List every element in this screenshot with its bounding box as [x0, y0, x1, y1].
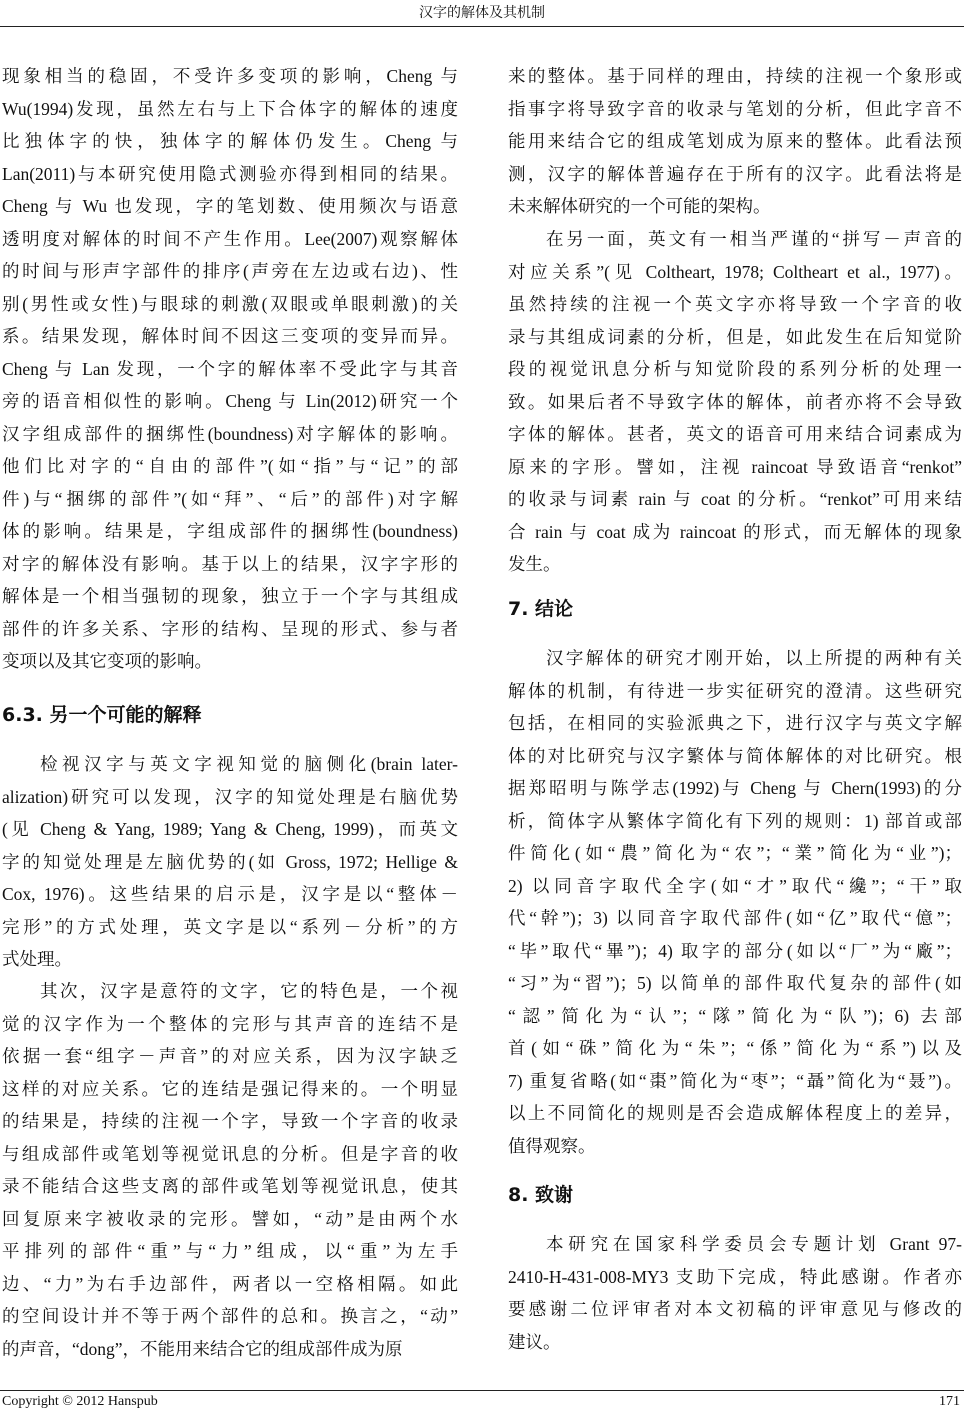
page-number: 171 [939, 1394, 960, 1409]
text-line: 的空间设计并不等于两个部件的总和。换言之，“动” [2, 1306, 458, 1326]
text-line: 现象相当的稳固，不受许多变项的影响，Cheng 与 [2, 66, 458, 86]
text-line: 值得观察。 [508, 1135, 596, 1156]
paragraph [2, 60, 458, 678]
footer-rule [0, 1390, 964, 1391]
text-line: 以上不同简化的规则是否会造成解体程度上的差异， [508, 1103, 962, 1123]
text-line: 觉的汉字作为一个整体的完形与其声音的连结不是 [2, 1013, 458, 1034]
text-line: 录与其组成词素的分析，但是，如此发生在后知觉阶 [508, 326, 962, 347]
text-line: 本研究在国家科学委员会专题计划 Grant 97- [546, 1234, 962, 1254]
text-line: 7) 重复省略(如“棗”简化为“枣”；“聶”简化为“聂”)。 [508, 1070, 962, 1091]
text-line: 其次，汉字是意符的文字，它的特色是，一个视 [40, 981, 458, 1001]
text-line: 在另一面，英文有一相当严谨的“拼写－声音的 [546, 229, 962, 249]
header-rule [0, 26, 964, 27]
text-line: 对应关系”(见 Coltheart, 1978; Coltheart et al., 1977)。 [508, 261, 962, 282]
text-line: 系。结果发现，解体时间不因这三变项的变异而异。 [2, 326, 458, 346]
text-line: 变项以及其它变项的影响。 [2, 651, 212, 671]
text-line: 边、“力”为右手边部件，两者以一空格相隔。如此 [2, 1273, 458, 1294]
text-line: alization)研究可以发现，汉字的知觉处理是右脑优势 [2, 786, 458, 807]
text-line: 回复原来字被收录的完形。譬如，“动”是由两个水 [2, 1208, 458, 1229]
text-line: 合 rain 与 coat 成为 raincoat 的形式，而无解体的现象 [508, 521, 962, 542]
text-line: 包括，在相同的实验派典之下，进行汉字与英文字解 [508, 713, 962, 733]
copyright: Copyright © 2012 Hanspub [2, 1394, 158, 1409]
text-line: 平排列的部件“重”与“力”组成，以“重”为左手 [2, 1241, 458, 1261]
text-line: 测，汉字的解体普遍存在于所有的汉字。此看法将是 [508, 163, 962, 184]
text-line: Cheng 与 Lan 发现，一个字的解体率不受此字与其音 [2, 358, 458, 379]
text-line: Wu(1994)发现，虽然左右与上下合体字的解体的速度 [2, 98, 458, 119]
text-line: 解体的机制，有待进一步实征研究的澄清。这些研究 [508, 680, 962, 701]
text-line: 与组成部件或笔划等视觉讯息的分析。但是字音的收 [2, 1143, 458, 1164]
text-line: 部件的许多关系、字形的结构、呈现的形式、参与者 [2, 618, 458, 639]
text-line: 发生。 [508, 554, 561, 574]
text-line: 对字的解体没有影响。基于以上的结果，汉字字形的 [2, 553, 458, 574]
paragraph [508, 223, 962, 581]
paragraph [2, 748, 458, 976]
text-line: 别(男性或女性)与眼球的刺激(双眼或单眼刺激)的关 [2, 293, 458, 314]
text-line: 的收录与词素 rain 与 coat 的分析。“renkot”可用来结 [508, 489, 962, 509]
text-line: 指事字将导致字音的收录与笔划的分析，但此字音不 [508, 98, 962, 119]
text-line: 来的整体。基于同样的理由，持续的注视一个象形或 [508, 66, 962, 86]
text-line: 录不能结合这些支离的部件或笔划等视觉讯息，使其 [2, 1176, 458, 1196]
text-line: 汉字解体的研究才刚开始，以上所提的两种有关 [546, 648, 962, 668]
text-line: 要感谢二位评审者对本文初稿的评审意见与修改的 [508, 1299, 962, 1319]
text-line: 透明度对解体的时间不产生作用。Lee(2007)观察解体 [2, 228, 458, 249]
paragraph [508, 642, 962, 1162]
text-line: 检视汉字与英文字视知觉的脑侧化(brain later- [40, 754, 458, 774]
text-line: 件简化(如“農”简化为“农”；“業”简化为“业”)； [508, 843, 962, 863]
text-line: “認”简化为“认”；“隊”简化为“队”)；6) 去部 [508, 1005, 962, 1026]
paragraph [508, 1228, 962, 1358]
text-line: 这样的对应关系。它的连结是强记得来的。一个明显 [2, 1078, 458, 1099]
text-line: 体的对比研究与汉字繁体与简体解体的对比研究。根 [508, 745, 962, 766]
text-line: “习”为“習”)；5) 以简单的部件取代复杂的部件(如 [508, 973, 962, 993]
text-line: 依据一套“组字－声音”的对应关系，因为汉字缺乏 [2, 1046, 458, 1066]
text-line: Cox, 1976)。这些结果的启示是，汉字是以“整体－ [2, 884, 458, 904]
text-line: 字体的解体。甚者，英文的语音可用来结合词素成为 [508, 424, 962, 444]
text-line: 完形”的方式处理，英文字是以“系列－分析”的方 [2, 916, 458, 937]
paragraph [508, 60, 962, 223]
text-line: 2) 以同音字取代全字(如“才”取代“纔”；“干”取 [508, 875, 962, 896]
text-line: Lan(2011)与本研究使用隐式测验亦得到相同的结果。 [2, 163, 458, 184]
text-line: 首(如“硃”简化为“朱”；“係”简化为“系”)以及 [508, 1038, 962, 1058]
paragraph [2, 975, 458, 1365]
text-line: 比独体字的快，独体字的解体仍发生。Cheng 与 [2, 131, 458, 151]
text-line: 汉字组成部件的捆绑性(boundness)对字解体的影响。 [2, 423, 458, 444]
text-line: 件)与“捆绑的部件”(如“拜”、“后”的部件)对字解 [2, 488, 458, 509]
text-line: 解体是一个相当强韧的现象，独立于一个字与其组成 [2, 586, 458, 606]
text-line: 体的影响。结果是，字组成部件的捆绑性(boundness) [2, 521, 458, 541]
text-line: Cheng 与 Wu 也发现，字的笔划数、使用频次与语意 [2, 196, 458, 216]
text-line: 原来的字形。譬如，注视 raincoat 导致语音“renkot” [508, 456, 962, 477]
text-line: 能用来结合它的组成笔划成为原来的整体。此看法预 [508, 131, 962, 151]
text-line: 的时间与形声字部件的排序(声旁在左边或右边)、性 [2, 261, 458, 281]
text-line: 析，简体字从繁体字简化有下列的规则：1) 部首或部 [508, 810, 962, 831]
text-line: 的声音，“dong”，不能用来结合它的组成部件成为原 [2, 1338, 403, 1359]
running-header: 汉字的解体及其机制 [419, 6, 545, 21]
text-line: 2410-H-431-008-MY3 支助下完成，特此感谢。作者亦 [508, 1266, 962, 1287]
text-line: 建议。 [508, 1331, 561, 1352]
section-heading-8: 8. 致谢 [508, 1184, 574, 1206]
text-line: 致。如果后者不导致字体的解体，前者亦将不会导致 [508, 391, 962, 412]
text-line: 未来解体研究的一个可能的架构。 [508, 196, 771, 216]
text-line: 据郑昭明与陈学志(1992)与 Cheng 与 Chern(1993)的分 [508, 778, 962, 798]
text-line: 式处理。 [2, 949, 72, 969]
text-line: 段的视觉讯息分析与知觉阶段的系列分析的处理一 [508, 359, 962, 379]
section-heading-7: 7. 结论 [508, 598, 574, 620]
section-heading-6-3: 6.3. 另一个可能的解释 [2, 704, 202, 726]
text-line: “毕”取代“畢”)；4) 取字的部分(如以“厂”为“廠”； [508, 940, 962, 961]
text-line: 虽然持续的注视一个英文字亦将导致一个字音的收 [508, 294, 962, 314]
text-line: 的结果是，持续的注视一个字，导致一个字音的收录 [2, 1111, 458, 1131]
text-line: 旁的语音相似性的影响。Cheng 与 Lin(2012)研究一个 [2, 391, 458, 411]
text-line: (见 Cheng & Yang, 1989; Yang & Cheng, 1999)，而英文 [2, 819, 458, 839]
text-line: 他们比对字的“自由的部件”(如“指”与“记”的部 [2, 456, 458, 476]
text-line: 字的知觉处理是左脑优势的(如 Gross, 1972; Hellige & [2, 851, 458, 872]
text-line: 代“幹”)；3) 以同音字取代部件(如“亿”取代“億”； [508, 908, 962, 928]
